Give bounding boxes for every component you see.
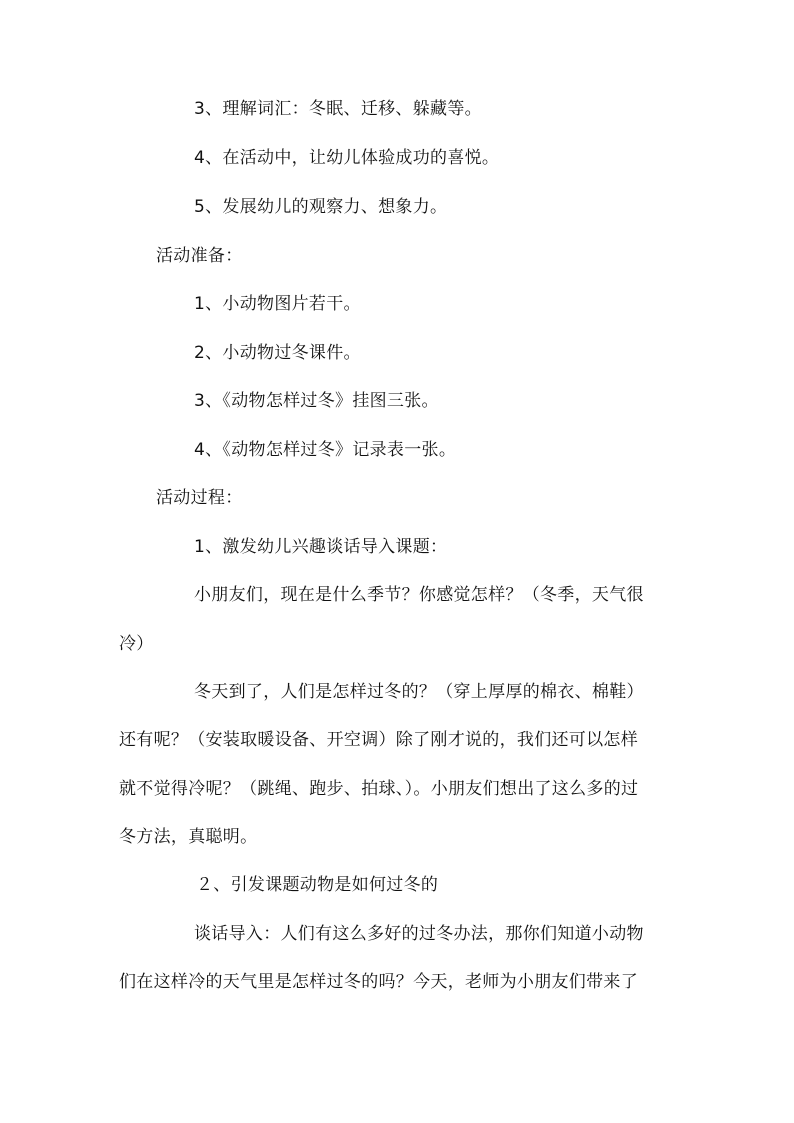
text-line: 们在这样冷的天气里是怎样过冬的吗？今天，老师为小朋友们带来了 bbox=[119, 972, 638, 992]
text-line: 冷） bbox=[119, 634, 154, 654]
text-line: 3、理解词汇：冬眠、迁移、躲藏等。 bbox=[194, 99, 482, 119]
text-line: 4、在活动中，让幼儿体验成功的喜悦。 bbox=[194, 148, 500, 168]
text-line: 1、小动物图片若干。 bbox=[194, 294, 361, 314]
section-heading: 活动准备： bbox=[156, 246, 243, 266]
text-line: 就不觉得冷呢？（跳绳、跑步、拍球、）。小朋友们想出了这么多的过 bbox=[119, 779, 639, 799]
text-line: 冬天到了，人们是怎样过冬的？（穿上厚厚的棉衣、棉鞋） bbox=[194, 682, 644, 702]
section-heading: 活动过程： bbox=[156, 488, 243, 508]
text-line: 还有呢？（安装取暖设备、开空调）除了刚才说的，我们还可以怎样 bbox=[119, 730, 638, 750]
text-line: 5、发展幼儿的观察力、想象力。 bbox=[194, 197, 448, 217]
text-line: 3、《动物怎样过冬》挂图三张。 bbox=[194, 391, 439, 411]
text-line: 冬方法，真聪明。 bbox=[119, 827, 258, 847]
text-line: 1、激发幼儿兴趣谈话导入课题： bbox=[194, 537, 448, 557]
text-line: 4、《动物怎样过冬》记录表一张。 bbox=[194, 440, 457, 460]
text-line: 谈话导入：人们有这么多好的过冬办法，那你们知道小动物 bbox=[194, 924, 644, 944]
text-line: 2、小动物过冬课件。 bbox=[194, 343, 361, 363]
text-line: ２、引发课题动物是如何过冬的 bbox=[196, 875, 439, 895]
text-line: 小朋友们，现在是什么季节？你感觉怎样？（冬季，天气很 bbox=[194, 585, 644, 605]
